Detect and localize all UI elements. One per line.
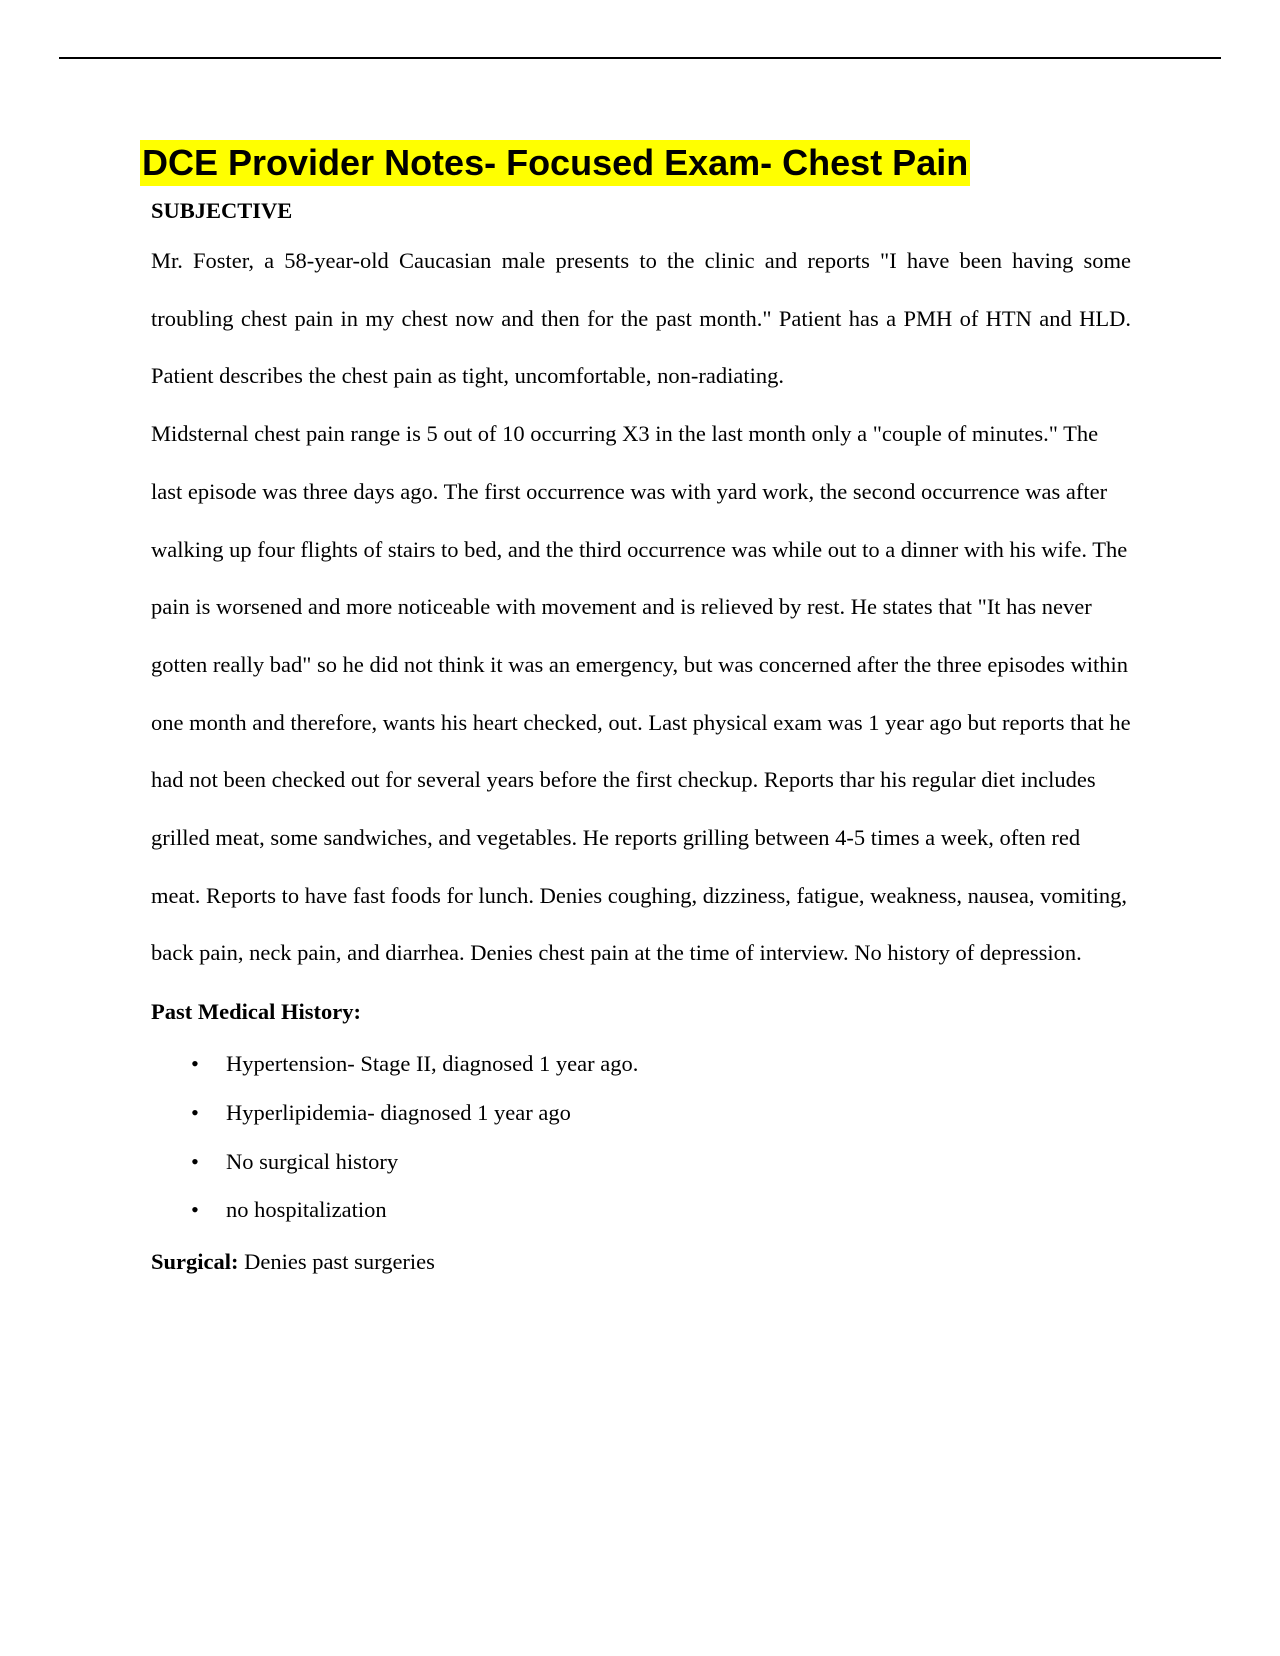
list-item (151, 1040, 1131, 1089)
list-item (151, 1089, 1131, 1138)
surgical-history (151, 1235, 1131, 1289)
bullet-icon: • (191, 1148, 199, 1174)
subjective-paragraph-2: Midsternal chest pain range is 5 out of 10 occurring X3 in the last month only a "couple of minutes." The last episode was three days ago. The first occurrence was with yard work, the second occurrence was after walking up four flights of stairs to bed, and the third occurrence was while out to a dinner with his wife. The pain is worsened and more noticeable with movement and is relieved by rest. He states that "It has never gotten really bad" so he did not think it was an emergency, but was concerned after the three episodes within one month and therefore, wants his heart checked, out. Last physical exam was 1 year ago but reports that he had not been checked out for several years before the first checkup. Reports thar his regular diet includes grilled meat, some sandwiches, and vegetables. He reports grilling between 4-5 times a week, often red meat. Reports to have fast foods for lunch. Denies coughing, dizziness, fatigue, weakness, nausea, vomiting, back pain, neck pain, and diarrhea. Denies chest pain at the time of interview. No history of depression. (151, 421, 1131, 966)
subjective-paragraph-1: Mr. Foster, a 58-year-old Caucasian male presents to the clinic and reports "I have been having some troubling chest pain in my chest now and then for the past month." Patient has a PMH of HTN and HLD. Patient describes the chest pain as tight, uncomfortable, non-radiating. (151, 248, 1131, 389)
header-rule (59, 57, 1221, 59)
list-item-text: Hypertension- Stage II, diagnosed 1 year ago. (226, 1051, 639, 1077)
surgical-label: Surgical: (151, 1248, 239, 1274)
bullet-icon: • (191, 1197, 199, 1223)
list-item-text: Hyperlipidemia- diagnosed 1 year ago (226, 1099, 571, 1125)
list-item (151, 1186, 1131, 1235)
subjective-heading: SUBJECTIVE (151, 198, 293, 223)
list-item (151, 1138, 1131, 1187)
list-item-text: No surgical history (226, 1148, 399, 1174)
document-title: DCE Provider Notes- Focused Exam- Chest Pain (140, 140, 970, 186)
past-medical-history-heading: Past Medical History: (151, 999, 361, 1025)
list-item-text: no hospitalization (226, 1197, 387, 1223)
bullet-icon: • (191, 1051, 199, 1077)
bullet-icon: • (191, 1099, 199, 1125)
document-body (151, 190, 1131, 1289)
surgical-text: Denies past surgeries (244, 1248, 435, 1274)
past-medical-history-list (151, 1040, 1131, 1235)
